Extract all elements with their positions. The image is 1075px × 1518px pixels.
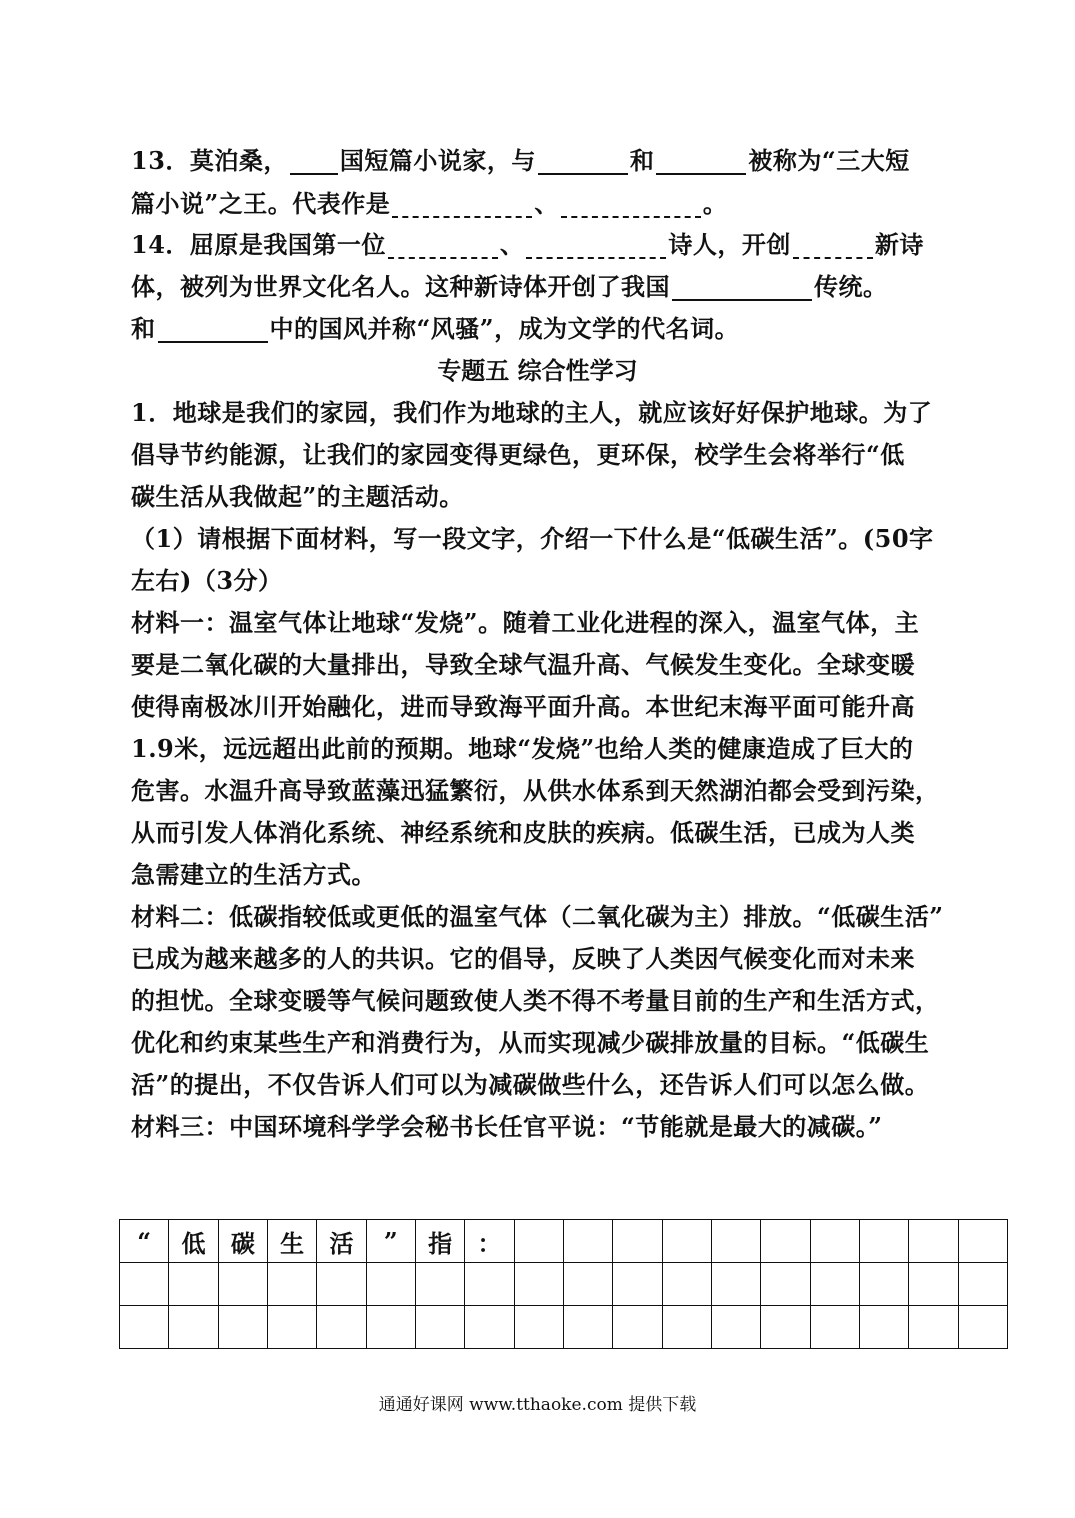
q14-line-1 (131, 224, 955, 266)
grid-cell[interactable]: ” (366, 1220, 415, 1263)
material-line: 从而引发人体消化系统、神经系统和皮肤的疾病。低碳生活，已成为人类 (131, 818, 915, 847)
grid-cell[interactable] (711, 1306, 760, 1349)
grid-cell[interactable] (514, 1220, 563, 1263)
grid-cell[interactable] (761, 1306, 810, 1349)
footer-credit: 通通好课网 www.tthaoke.com 提供下载 (378, 1395, 697, 1415)
grid-cell[interactable] (662, 1263, 711, 1306)
material-line: 材料一：温室气体让地球“发烧”。随着工业化进程的深入，温室气体，主 (131, 608, 920, 637)
grid-cell[interactable] (465, 1306, 514, 1349)
material-line: 活”的提出，不仅告诉人们可以为减碳做些什么，还告诉人们可以怎么做。 (131, 1070, 930, 1099)
grid-cell[interactable] (120, 1263, 169, 1306)
grid-row (120, 1306, 1008, 1349)
answer-blank[interactable] (158, 315, 268, 343)
grid-cell[interactable] (563, 1220, 612, 1263)
grid-cell[interactable] (613, 1306, 662, 1349)
paragraph-line: 1．地球是我们的家园，我们作为地球的主人，就应该好好保护地球。为了 (131, 398, 933, 427)
grid-cell[interactable] (958, 1306, 1007, 1349)
grid-cell[interactable] (909, 1263, 958, 1306)
grid-cell[interactable] (366, 1306, 415, 1349)
text: 、 (534, 189, 559, 218)
grid-cell[interactable] (613, 1220, 662, 1263)
grid-cell[interactable] (317, 1306, 366, 1349)
grid-cell[interactable] (958, 1220, 1007, 1263)
material-line: 急需建立的生活方式。 (131, 860, 376, 889)
text: 体，被列为世界文化名人。这种新诗体开创了我国 (131, 272, 670, 301)
material-line: 的担忧。全球变暖等气候问题致使人类不得不考量目前的生产和生活方式， (131, 986, 940, 1015)
grid-cell[interactable] (317, 1263, 366, 1306)
answer-blank[interactable] (526, 231, 666, 259)
answer-blank[interactable] (561, 190, 701, 218)
grid-cell[interactable] (169, 1306, 218, 1349)
answer-blank[interactable] (290, 147, 338, 175)
grid-cell[interactable] (662, 1220, 711, 1263)
grid-cell[interactable] (366, 1263, 415, 1306)
grid-cell[interactable] (267, 1263, 316, 1306)
q13-line-1 (131, 140, 955, 182)
grid-cell[interactable] (810, 1263, 859, 1306)
grid-cell[interactable] (218, 1263, 267, 1306)
grid-cell[interactable]: 碳 (218, 1220, 267, 1263)
material-line: 使得南极冰川开始融化，进而导致海平面升高。本世纪末海平面可能升高 (131, 692, 915, 721)
paragraph-line: 碳生活从我做起”的主题活动。 (131, 482, 464, 511)
text: 被称为“三大短 (748, 146, 910, 175)
text: 国短篇小说家，与 (339, 146, 536, 175)
text: 。 (702, 189, 728, 218)
text: 中的国风并称“风骚”，成为文学的代名词。 (269, 314, 740, 343)
text: 篇小说”之王。代表作是 (131, 189, 391, 218)
material-line: 1.9米，远远超出此前的预期。地球“发烧”也给人类的健康造成了巨大的 (131, 734, 914, 763)
grid-cell[interactable] (859, 1220, 908, 1263)
section-title: 专题五 综合性学习 (437, 356, 638, 385)
material-line: 优化和约束某些生产和消费行为，从而实现减少碳排放量的目标。“低碳生 (131, 1028, 930, 1057)
grid-cell[interactable] (711, 1263, 760, 1306)
text: 和 (131, 314, 156, 343)
answer-blank[interactable] (672, 273, 812, 301)
grid-cell[interactable] (514, 1306, 563, 1349)
grid-cell[interactable] (761, 1263, 810, 1306)
grid-row (120, 1220, 1008, 1263)
grid-cell[interactable] (169, 1263, 218, 1306)
grid-cell[interactable]: ： (465, 1220, 514, 1263)
material-line: 材料三：中国环境科学学会秘书长任官平说：“节能就是最大的减碳。” (131, 1112, 883, 1141)
grid-cell[interactable] (465, 1263, 514, 1306)
grid-cell[interactable]: 低 (169, 1220, 218, 1263)
q14-line-2 (131, 266, 955, 308)
q13-line-2 (131, 183, 955, 225)
text: 和 (629, 146, 655, 175)
grid-cell[interactable] (563, 1263, 612, 1306)
answer-blank[interactable] (793, 231, 873, 259)
text: 13．莫泊桑， (131, 146, 288, 175)
grid-cell[interactable] (218, 1306, 267, 1349)
grid-cell[interactable] (267, 1306, 316, 1349)
grid-cell[interactable]: 活 (317, 1220, 366, 1263)
grid-cell[interactable] (859, 1263, 908, 1306)
paragraph-line: 倡导节约能源，让我们的家园变得更绿色，更环保，校学生会将举行“低 (131, 440, 905, 469)
material-line: 材料二：低碳指较低或更低的温室气体（二氧化碳为主）排放。“低碳生活” (131, 902, 944, 931)
grid-cell[interactable] (415, 1306, 464, 1349)
question-line: （1）请根据下面材料，写一段文字，介绍一下什么是“低碳生活”。(50字 (131, 524, 934, 553)
material-line: 危害。水温升高导致蓝藻迅猛繁衍，从供水体系到天然湖泊都会受到污染， (131, 776, 940, 805)
grid-cell[interactable] (563, 1306, 612, 1349)
text: 传统。 (814, 272, 888, 301)
grid-cell[interactable] (859, 1306, 908, 1349)
q14-line-3 (131, 308, 955, 350)
grid-cell[interactable] (662, 1306, 711, 1349)
answer-blank[interactable] (388, 231, 498, 259)
text: 诗人，开创 (668, 230, 791, 259)
grid-cell[interactable] (415, 1263, 464, 1306)
grid-cell[interactable] (613, 1263, 662, 1306)
material-line: 要是二氧化碳的大量排出，导致全球气温升高、气候发生变化。全球变暖 (131, 650, 915, 679)
material-line: 已成为越来越多的人的共识。它的倡导，反映了人类因气候变化而对未来 (131, 944, 915, 973)
answer-blank[interactable] (656, 147, 746, 175)
text: 、 (499, 230, 525, 259)
answer-grid (119, 1219, 1008, 1349)
text: 新诗 (874, 230, 924, 259)
grid-cell[interactable] (909, 1220, 958, 1263)
grid-cell[interactable] (958, 1263, 1007, 1306)
grid-cell[interactable]: 生 (267, 1220, 316, 1263)
text: 14．屈原是我国第一位 (131, 230, 386, 259)
answer-blank[interactable] (538, 147, 628, 175)
grid-cell[interactable]: 指 (415, 1220, 464, 1263)
grid-cell[interactable] (120, 1306, 169, 1349)
grid-cell[interactable] (810, 1306, 859, 1349)
question-line: 左右)（3分） (131, 566, 283, 595)
grid-cell[interactable] (514, 1263, 563, 1306)
grid-cell[interactable] (810, 1220, 859, 1263)
grid-cell[interactable] (711, 1220, 760, 1263)
grid-cell[interactable]: “ (120, 1220, 169, 1263)
grid-row (120, 1263, 1008, 1306)
grid-cell[interactable] (909, 1306, 958, 1349)
answer-blank[interactable] (392, 190, 532, 218)
grid-cell[interactable] (761, 1220, 810, 1263)
